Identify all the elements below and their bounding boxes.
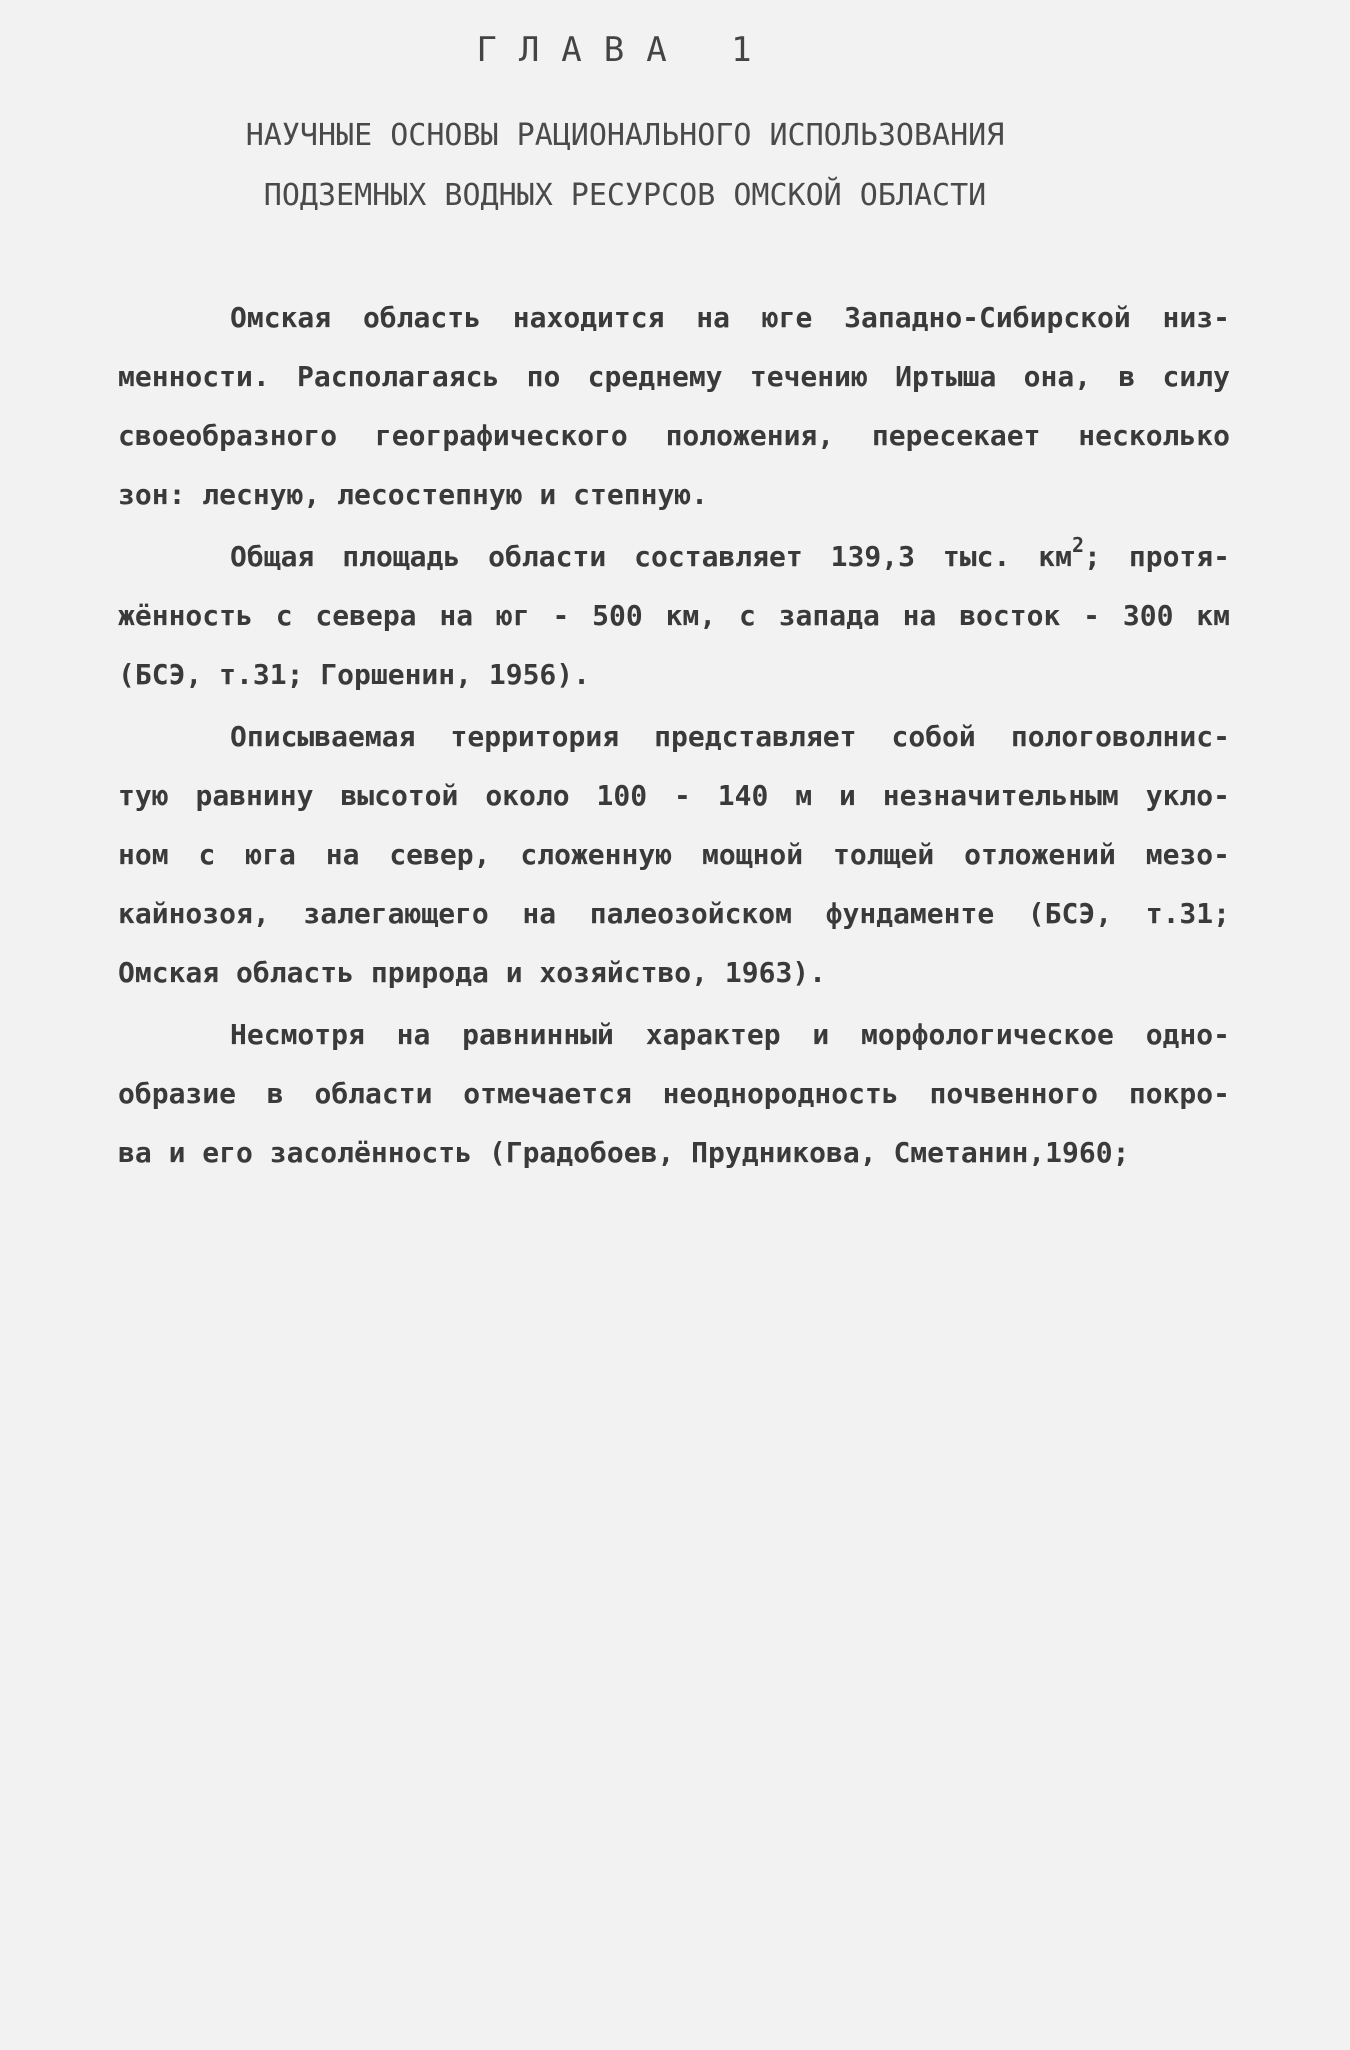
superscript-2: 2 <box>1072 533 1085 557</box>
paragraph-2-line-1-tail: ; протя- <box>1084 540 1230 573</box>
paragraph-1-line-3: своеобразного географического положения, пересекает несколько <box>118 419 1230 452</box>
chapter-heading-line-1: НАУЧНЫЕ ОСНОВЫ РАЦИОНАЛЬНОГО ИСПОЛЬЗОВАНИЯ <box>245 118 1005 153</box>
paragraph-1-line-2: менности. Располагаясь по среднему течению Иртыша она, в силу <box>118 360 1230 393</box>
paragraph-3-line-3: ном с юга на север, сложенную мощной толщей отложений мезо- <box>118 838 1230 871</box>
paragraph-2-line-1-text: Общая площадь области составляет 139,3 тыс. км <box>230 540 1072 573</box>
paragraph-2-line-1 <box>230 533 1230 577</box>
chapter-heading-line-2: ПОДЗЕМНЫХ ВОДНЫХ РЕСУРСОВ ОМСКОЙ ОБЛАСТИ <box>263 178 987 213</box>
paragraph-2-line-2: жённость с севера на юг - 500 км, с запада на восток - 300 км <box>118 599 1230 632</box>
paragraph-3-line-5: Омская область природа и хозяйство, 1963). <box>118 956 827 989</box>
paragraph-4-line-1: Несмотря на равнинный характер и морфологическое одно- <box>230 1018 1230 1051</box>
paragraph-3-line-4: кайнозоя, залегающего на палеозойском фундаменте (БСЭ, т.31; <box>118 897 1230 930</box>
paragraph-1-line-4: зон: лесную, лесостепную и степную. <box>118 478 709 511</box>
chapter-title: ГЛАВА 1 <box>476 30 774 70</box>
paragraph-2-line-3: (БСЭ, т.31; Горшенин, 1956). <box>118 658 591 691</box>
paragraph-4-line-2: образие в области отмечается неоднородность почвенного покро- <box>118 1077 1230 1110</box>
paragraph-3-line-1: Описываемая территория представляет собой пологоволнис- <box>230 720 1230 753</box>
paragraph-4-line-3: ва и его засолённость (Градобоев, Прудникова, Сметанин,1960; <box>118 1136 1130 1169</box>
paragraph-3-line-2: тую равнину высотой около 100 - 140 м и незначительным укло- <box>118 779 1230 812</box>
paragraph-1-line-1: Омская область находится на юге Западно-Сибирской низ- <box>230 301 1230 334</box>
